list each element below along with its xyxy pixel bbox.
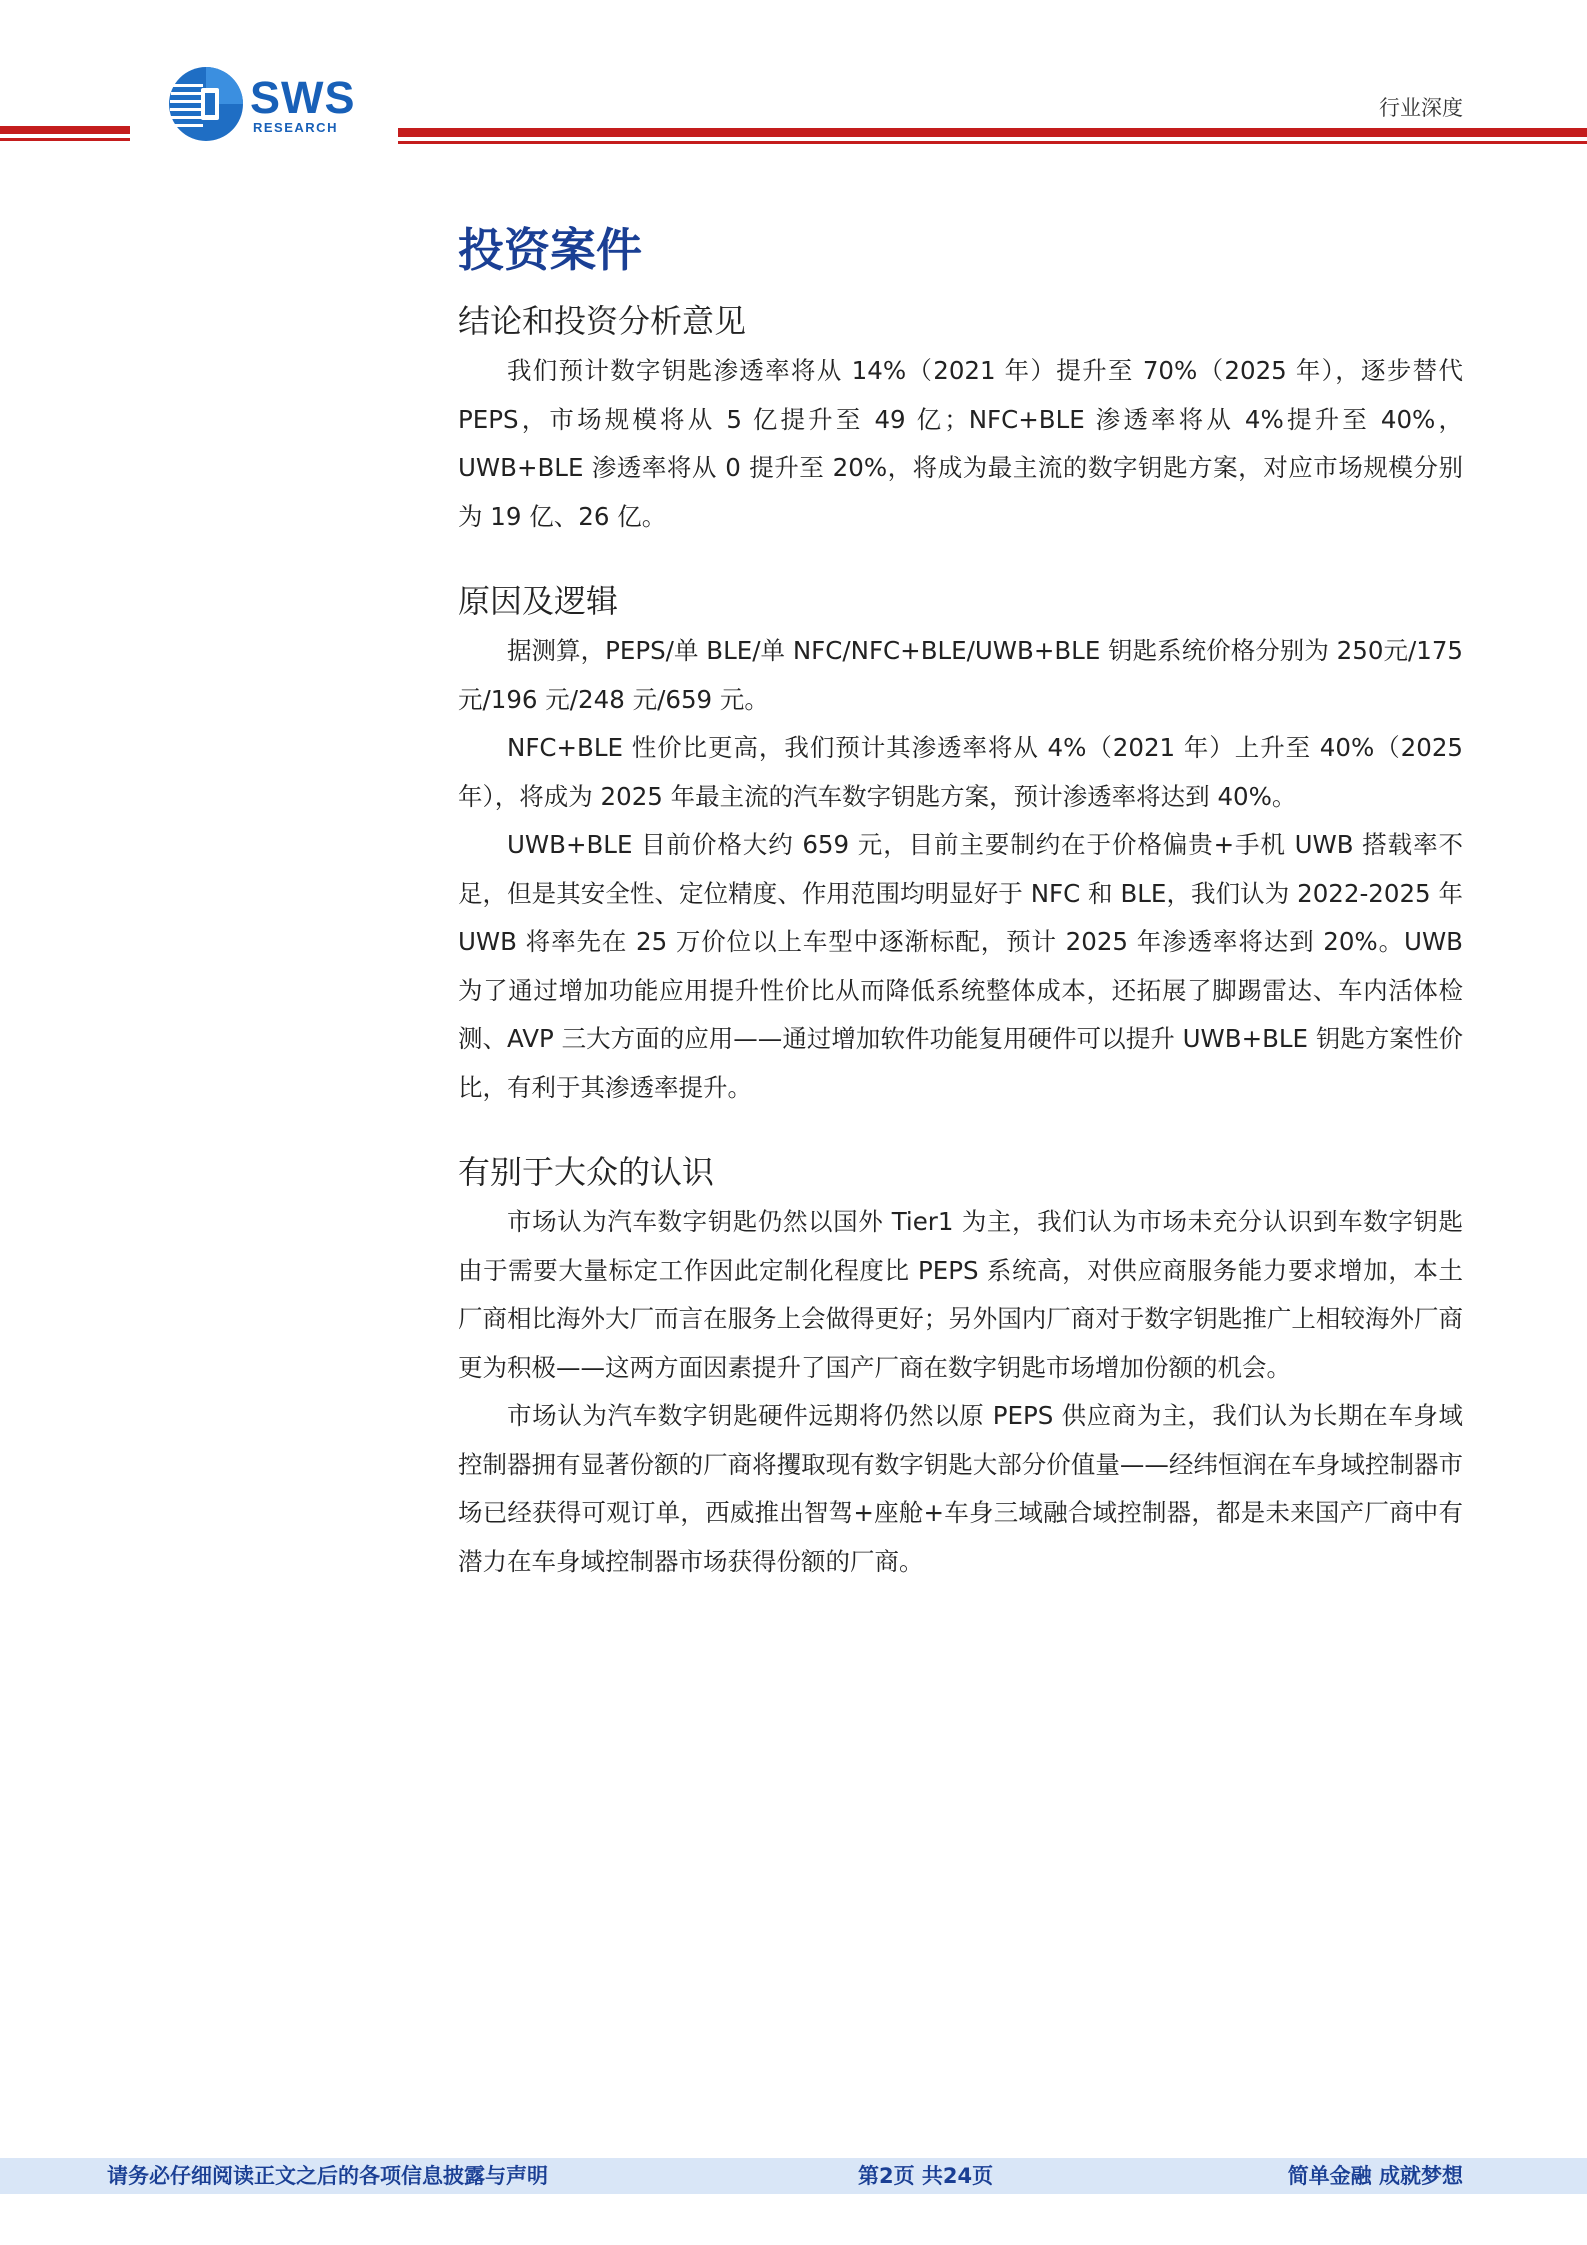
paragraph: 市场认为汽车数字钥匙仍然以国外 Tier1 为主，我们认为市场未充分认识到车数字钥匙由于需要大量标定工作因此定制化程度比 PEPS 系统高，对供应商服务能力要求增加，本土厂商相比海外大厂而言在服务上会做得更好；另外国内厂商对于数字钥匙推广上相较海外厂商更为积极——这两方面因素提升了国产厂商在数字钥匙市场增加份额的机会。 [458, 1207, 1463, 1382]
header-divider-right [398, 128, 1587, 137]
header-divider-right-thin [398, 141, 1587, 144]
footer-slogan: 简单金融 成就梦想 [1287, 2164, 1463, 2188]
company-logo [168, 66, 356, 142]
paragraph: 我们预计数字钥匙渗透率将从 14%（2021 年）提升至 70%（2025 年），逐步替代 PEPS，市场规模将从 5 亿提升至 49 亿；NFC+BLE 渗透率将从 4%提升至 40%，UWB+BLE 渗透率将从 0 提升至 20%，将成为最主流的数字钥匙方案，对应市场规模分别为 19 亿、26 亿。 [458, 356, 1463, 531]
section-heading: 原因及逻辑 [458, 582, 619, 620]
section-differentiated-view [458, 1146, 1463, 1586]
footer-disclaimer: 请务必仔细阅读正文之后的各项信息披露与声明 [107, 2164, 548, 2188]
header-divider-left-thin [0, 138, 130, 141]
paragraph: NFC+BLE 性价比更高，我们预计其渗透率将从 4%（2021 年）上升至 40%（2025 年），将成为 2025 年最主流的汽车数字钥匙方案，预计渗透率将达到 40%。 [458, 733, 1463, 811]
paragraph: UWB+BLE 目前价格大约 659 元，目前主要制约在于价格偏贵+手机 UWB 搭载率不足，但是其安全性、定位精度、作用范围均明显好于 NFC 和 BLE，我们认为 2022-2025 年 UWB 将率先在 25 万价位以上车型中逐渐标配，预计 2025 年渗透率将达到 20%。UWB 为了通过增加功能应用提升性价比从而降低系统整体成本，还拓展了脚踢雷达、车内活体检测、AVP 三大方面的应用——通过增加软件功能复用硬件可以提升 UWB+BLE 钥匙方案性价比，有利于其渗透率提升。 [458, 830, 1463, 1102]
section-heading: 有别于大众的认识 [458, 1153, 715, 1191]
logo-sub-text: RESEARCH [253, 119, 338, 135]
page-number: 第2页 共24页 [858, 2164, 994, 2188]
paragraph: 据测算，PEPS/单 BLE/单 NFC/NFC+BLE/UWB+BLE 钥匙系统价格分别为 250元/175 元/196 元/248 元/659 元。 [458, 636, 1463, 714]
page-title: 投资案件 [458, 223, 642, 277]
paragraph: 市场认为汽车数字钥匙硬件远期将仍然以原 PEPS 供应商为主，我们认为长期在车身域控制器拥有显著份额的厂商将攫取现有数字钥匙大部分价值量——经纬恒润在车身域控制器市场已经获得可观订单，西威推出智驾+座舱+车身三域融合域控制器，都是未来国产厂商中有潜力在车身域控制器市场获得份额的厂商。 [458, 1401, 1463, 1576]
main-content [458, 215, 1463, 1620]
header-divider-left [0, 126, 130, 134]
logo-brand-text: SWS [250, 71, 356, 123]
section-conclusion [458, 295, 1463, 541]
section-heading: 结论和投资分析意见 [458, 302, 747, 340]
section-reasons [458, 575, 1463, 1112]
report-category: 行业深度 [1379, 96, 1463, 120]
sws-logo-icon [168, 66, 244, 142]
